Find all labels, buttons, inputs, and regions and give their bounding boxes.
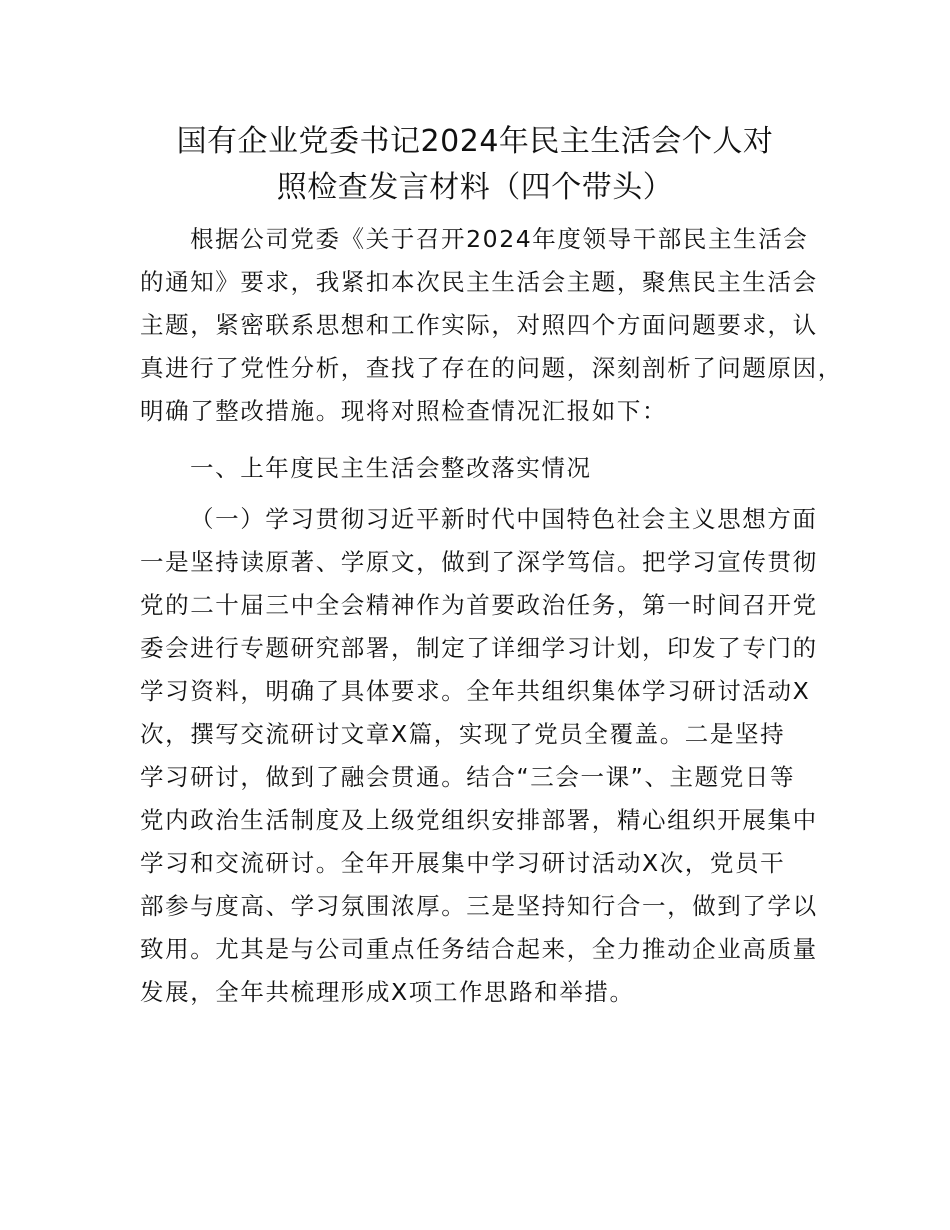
paragraph-intro-line-4: 真进行了党性分析，查找了存在的问题，深刻剖析了问题原因， (140, 354, 843, 382)
paragraph-intro-line-2: 的通知》要求，我紧扣本次民主生活会主题，聚焦民主生活会 (140, 268, 818, 296)
paragraph-body-line-8: 学习和交流研讨。全年开展集中学习研讨活动X次，党员干 (140, 849, 786, 877)
paragraph-body-line-6: 学习研讨，做到了融会贯通。结合“三会一课”、主题党日等 (140, 763, 796, 791)
paragraph-body-line-7: 党内政治生活制度及上级党组织安排部署，精心组织开展集中 (140, 806, 818, 834)
paragraph-body-line-9: 部参与度高、学习氛围浓厚。三是坚持知行合一，做到了学以 (140, 892, 818, 920)
section-heading-1: 一、上年度民主生活会整改落实情况 (190, 454, 592, 482)
paragraph-body-line-1: 一是坚持读原著、学原文，做到了深学笃信。把学习宣传贯彻 (140, 548, 818, 576)
paragraph-body-line-10: 致用。尤其是与公司重点任务结合起来，全力推动企业高质量 (140, 935, 818, 963)
paragraph-body-line-4: 学习资料，明确了具体要求。全年共组织集体学习研讨活动X (140, 677, 811, 705)
subsection-heading-1: （一）学习贯彻习近平新时代中国特色社会主义思想方面 (190, 505, 818, 533)
paragraph-body-line-11: 发展，全年共梳理形成X项工作思路和举措。 (140, 978, 635, 1006)
paragraph-intro-line-1: 根据公司党委《关于召开2024年度领导干部民主生活会 (190, 225, 809, 253)
document-title-line-1: 国有企业党委书记2024年民主生活会个人对 (176, 124, 774, 159)
document-title-line-2: 照检查发言材料（四个带头） (276, 170, 674, 205)
paragraph-intro-line-5: 明确了整改措施。现将对照检查情况汇报如下： (140, 397, 668, 425)
paragraph-body-line-5: 次，撰写交流研讨文章X篇，实现了党员全覆盖。二是坚持 (140, 720, 786, 748)
paragraph-body-line-3: 委会进行专题研究部署，制定了详细学习计划，印发了专门的 (140, 634, 818, 662)
paragraph-intro-line-3: 主题，紧密联系思想和工作实际，对照四个方面问题要求，认 (140, 311, 818, 339)
paragraph-body-line-2: 党的二十届三中全会精神作为首要政治任务，第一时间召开党 (140, 591, 818, 619)
